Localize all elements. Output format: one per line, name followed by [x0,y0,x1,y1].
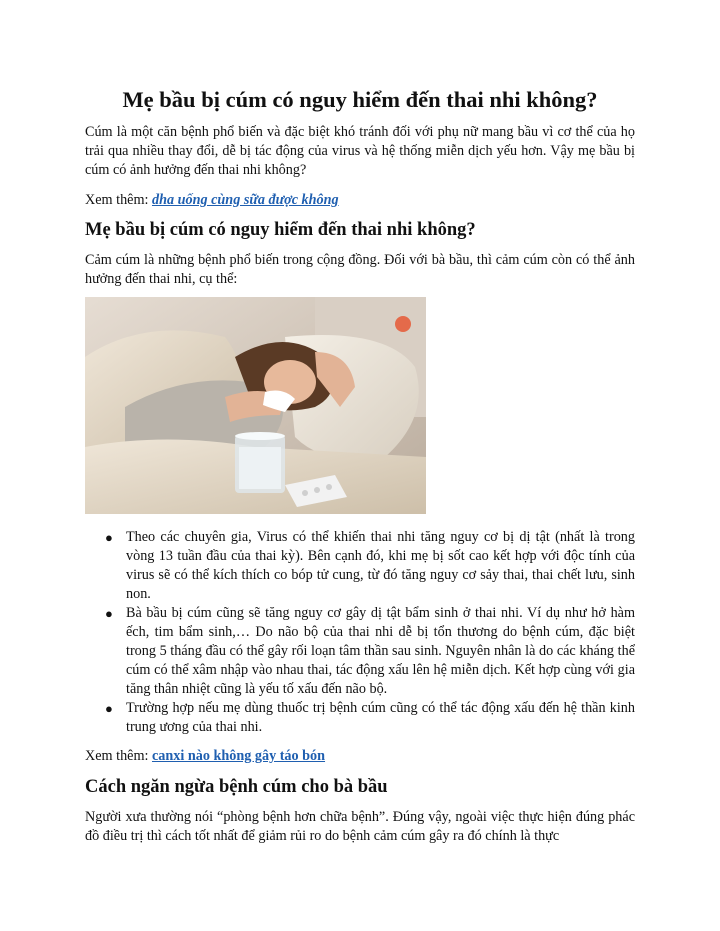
section1-paragraph: Cảm cúm là những bệnh phổ biến trong cộng đồng. Đối với bà bầu, thì cảm cúm còn có thể ảnh hưởng đến thai nhi, cụ thể: [85,252,635,287]
bullet-icon: ● [105,530,113,545]
see-more-link-dha[interactable]: dha uống cùng sữa được không [151,192,339,208]
section-heading-2: Cách ngăn ngừa bệnh cúm cho bà bầu [85,777,388,797]
list-item: ● Trường hợp nếu mẹ dùng thuốc trị bệnh cúm cũng có thể tác động xấu đến hệ thần kinh trung ương của thai nhi. [105,700,635,735]
risk-list [85,528,635,737]
see-more-label: Xem thêm: [85,192,149,208]
section-heading-1: Mẹ bầu bị cúm có nguy hiểm đến thai nhi không? [85,220,476,240]
see-more-link-canxi[interactable]: canxi nào không gây táo bón [151,748,326,764]
photo-illustration [85,297,426,514]
bullet-icon: ● [105,606,113,621]
page-title: Mẹ bầu bị cúm có nguy hiểm đến thai nhi không? [122,87,598,112]
intro-paragraph: Cúm là một căn bệnh phổ biến và đặc biệt khó tránh đối với phụ nữ mang bầu vì cơ thể của họ trải qua nhiều thay đổi, dễ bị tác động của virus và hệ thống miễn dịch yếu hơn. Vậy mẹ bầu bị cúm có ảnh hưởng đến thai nhi không? [85,124,635,178]
list-item: ● Theo các chuyên gia, Virus có thể khiến thai nhi tăng nguy cơ bị dị tật (nhất là trong vòng 13 tuần đầu của thai kỳ). Bên cạnh đó, khi mẹ bị sốt cao kết hợp với độc tính của virus sẽ có thể kích thích co bóp tử cung, từ đó tăng nguy cơ sảy thai, thai chết lưu, sinh non. [105,529,635,602]
see-more-2 [85,747,635,766]
bullet-icon: ● [105,701,113,716]
list-item: ● Bà bầu bị cúm cũng sẽ tăng nguy cơ gây dị tật bẩm sinh ở thai nhi. Ví dụ như hở hàm ếch, tim bẩm sinh,… Do não bộ của thai nhi dễ bị tổn thương do bệnh cúm, đặc biệt trong 5 tháng đầu có thể gây rối loạn tâm thần sau sinh. Nguyên nhân là do các kháng thể cúm có thể xâm nhập vào nhau thai, tác động xấu lên hệ miễn dịch. Kết hợp cùng với gia tăng thân nhiệt cũng là yếu tố xấu đến não bộ. [105,605,635,697]
see-more-1 [85,191,635,210]
see-more-label: Xem thêm: [85,748,149,764]
section2-paragraph: Người xưa thường nói “phòng bệnh hơn chữa bệnh”. Đúng vậy, ngoài việc thực hiện đúng phác đồ điều trị thì cách tốt nhất để giảm rủi ro do bệnh cảm cúm gây ra đó chính là thực [85,809,635,844]
sick-woman-photo [85,297,426,514]
